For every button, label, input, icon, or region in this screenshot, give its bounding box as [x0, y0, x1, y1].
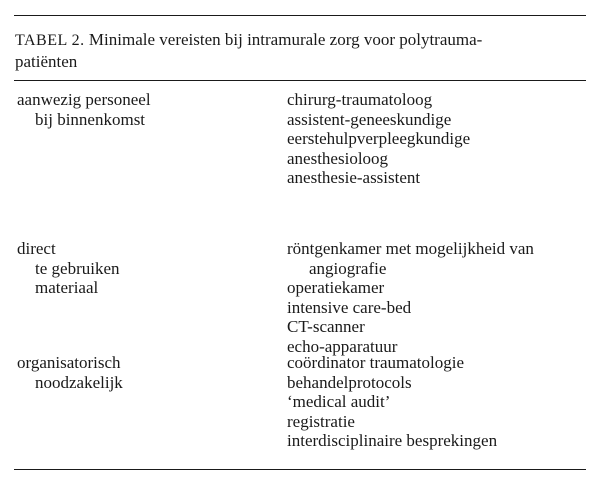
bottom-rule — [14, 469, 586, 470]
category-line: bij binnenkomst — [35, 109, 146, 129]
list-item: assistent-geneeskundige — [287, 109, 452, 129]
category-line: materiaal — [35, 278, 99, 297]
list-item: anesthesie-assistent — [287, 168, 421, 187]
category-cell — [17, 239, 277, 298]
list-item-continuation: angiografie — [309, 258, 387, 278]
list-item: anesthesioloog — [287, 148, 389, 168]
list-item: interdisciplinaire besprekingen — [287, 431, 498, 450]
header-rule — [14, 80, 586, 81]
table-label: TABEL 2. — [15, 32, 85, 49]
list-item: röntgenkamer met mogelijkheid van — [287, 239, 534, 258]
table-caption — [15, 29, 585, 72]
list-item: chirurg-traumatoloog — [287, 90, 433, 109]
category-line: te gebruiken — [35, 258, 120, 278]
list-item: coördinator traumatologie — [287, 353, 465, 372]
category-line: noodzakelijk — [35, 372, 123, 392]
list-item: ‘medical audit’ — [287, 392, 391, 411]
top-rule — [14, 15, 586, 16]
list-item: eerstehulpverpleegkundige — [287, 129, 471, 148]
list-item: intensive care-bed — [287, 297, 412, 317]
caption-text-line1: Minimale vereisten bij intramurale zorg voor polytrauma- — [88, 30, 483, 49]
list-item: CT-scanner — [287, 317, 365, 336]
category-line: organisatorisch — [17, 353, 121, 372]
category-line: aanwezig personeel — [17, 90, 151, 109]
caption-text-line2: patiënten — [15, 52, 78, 71]
list-item: behandelprotocols — [287, 372, 412, 392]
items-cell — [287, 239, 587, 356]
list-item: operatiekamer — [287, 278, 385, 297]
category-cell — [17, 353, 277, 392]
items-cell — [287, 353, 587, 451]
category-line: direct — [17, 239, 56, 258]
list-item: echo-apparatuur — [287, 336, 398, 356]
items-cell — [287, 90, 587, 188]
list-item: registratie — [287, 411, 355, 431]
category-cell — [17, 90, 277, 129]
